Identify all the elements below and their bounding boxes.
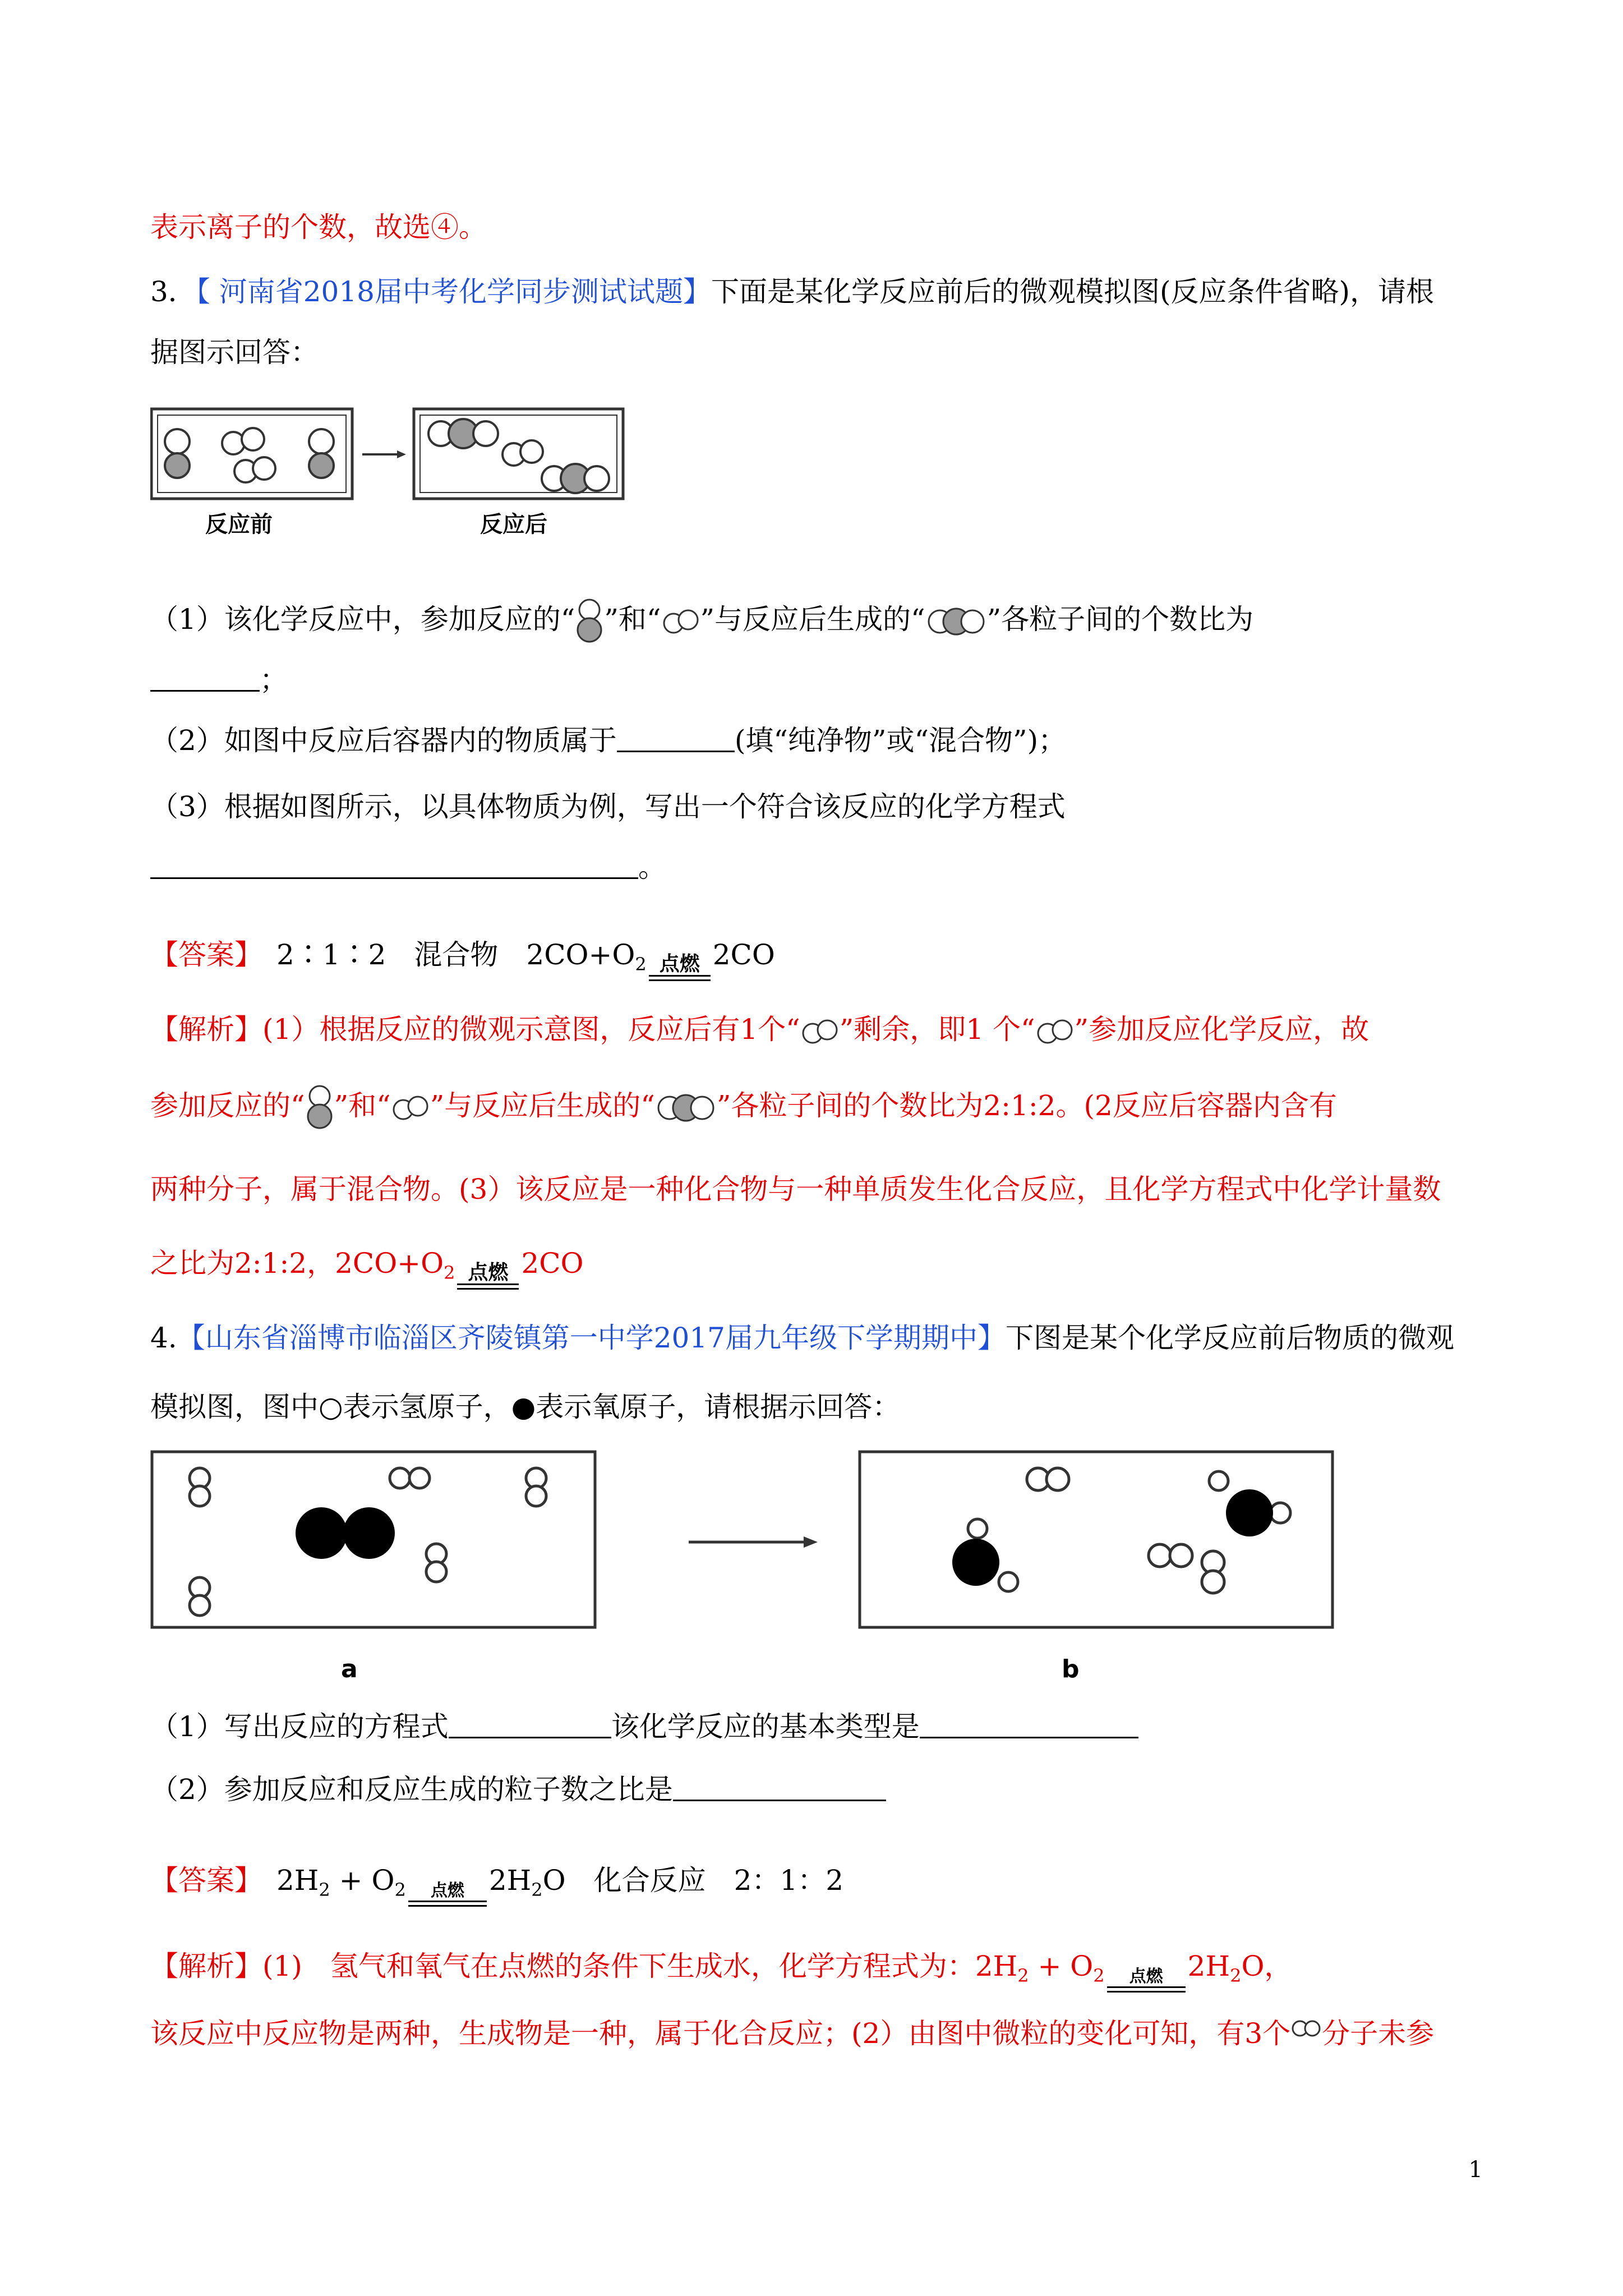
page-number: 1 <box>1468 2157 1483 2183</box>
q4-ana1-text-a: (1) 氢气和氧气在点燃的条件下生成水，化学方程式为：2H <box>262 1950 1018 1982</box>
q3-p2-text-b: (填“纯净物”或“混合物”)； <box>734 724 1067 757</box>
q3-part2 <box>150 724 1066 757</box>
q4-ans-b: + O <box>330 1864 395 1897</box>
answer-blank[interactable] <box>150 852 638 879</box>
q4-ans-d: O 化合反应 2：1：2 <box>542 1864 844 1897</box>
equals-bars <box>408 1901 487 1907</box>
answer-blank[interactable] <box>150 664 260 692</box>
q3-ana2-text-a: 参加反应的“ <box>150 1089 305 1122</box>
q4-analysis-line1 <box>150 1949 1292 1993</box>
white-atom <box>473 421 498 446</box>
q3-ana4-text-a: 之比为2:1:2，2CO+O <box>150 1247 444 1280</box>
analysis-label: 【解析】 <box>150 1013 262 1046</box>
condition-text: 点燃 <box>468 1260 509 1284</box>
q3-p1-text-d: ”各粒子间的个数比为 <box>986 603 1254 636</box>
oxygen-atom <box>343 1507 395 1559</box>
equals-bars <box>1107 1986 1186 1993</box>
q3-answer-text: 2∶1∶2 混合物 2CO+O <box>276 938 635 971</box>
q4-answer <box>150 1864 843 1907</box>
answer-blank[interactable] <box>920 1711 1138 1738</box>
gray-atom <box>309 453 334 478</box>
q3-answer <box>150 938 775 981</box>
q3-ana-text-b: ”剩余，即1 个“ <box>839 1013 1035 1046</box>
q3-analysis-line2 <box>150 1083 1337 1133</box>
q3-part1 <box>150 596 1253 647</box>
q3-p2-text-a: （2）如图中反应后容器内的物质属于 <box>150 724 617 757</box>
q3-analysis-line3: 两种分子，属于混合物。(3）该反应是一种化合物与一种单质发生化合反应，且化学方程式中化学计量数 <box>150 1173 1441 1205</box>
subscript: 2 <box>1017 1965 1029 1986</box>
molecule-co2-icon <box>655 1093 717 1122</box>
equals-bars <box>649 975 711 981</box>
answer-label: 【答案】 <box>150 938 248 971</box>
oxygen-atom <box>296 1507 347 1559</box>
period: 。 <box>638 851 666 884</box>
q3-stem-line2: 据图示回答： <box>150 336 319 369</box>
answer-blank[interactable] <box>673 1774 886 1801</box>
molecule-white-pair-icon <box>800 1018 840 1046</box>
arrow-head <box>804 1536 818 1548</box>
q3-analysis-line1 <box>150 1013 1369 1046</box>
q3-p1-text-c: ”与反应后生成的“ <box>700 603 925 636</box>
white-atom <box>242 428 264 450</box>
label-b: b <box>1062 1655 1080 1683</box>
q3-ana4-product: 2CO <box>521 1247 584 1280</box>
q4-part1 <box>150 1710 1138 1743</box>
condition-text: 点燃 <box>659 952 700 976</box>
q3-ana-text-a: (1）根据反应的微观示意图，反应后有1个“ <box>262 1013 800 1046</box>
box-b <box>860 1452 1332 1627</box>
molecule-white-pair-icon <box>391 1094 430 1122</box>
condition-text: 点燃 <box>430 1881 464 1901</box>
molecule-gray-white-icon <box>575 596 604 647</box>
q4-ana2-text-a: 该反应中反应物是两种，生成物是一种，属于化合反应；(2）由图中微粒的变化可知，有3个 <box>150 2017 1291 2050</box>
reaction-condition <box>457 1261 519 1290</box>
subscript: 2 <box>319 1879 330 1901</box>
molecule-gray-white-icon <box>305 1083 334 1133</box>
q4-stem-line1 <box>150 1321 1454 1355</box>
q3-part3: （3）根据如图所示，以具体物质为例，写出一个符合该反应的化学方程式 <box>150 790 1066 823</box>
answer-label: 【答案】 <box>150 1864 248 1897</box>
q3-part1-blank-line <box>150 663 288 697</box>
q3-answer-product: 2CO <box>712 938 775 971</box>
label-before: 反应前 <box>205 512 273 537</box>
q3-ana2-text-d: ”各粒子间的个数比为2:1:2。(2反应后容器内含有 <box>716 1089 1337 1122</box>
q4-p2-text: （2）参加反应和反应生成的粒子数之比是 <box>150 1773 673 1806</box>
q4-number: 4. <box>150 1322 177 1354</box>
q3-source: 【 河南省2018届中考化学同步测试试题】 <box>196 275 711 308</box>
q4-ana1-text-b: + O <box>1029 1950 1094 1982</box>
q4-ans-a: 2H <box>276 1864 319 1897</box>
white-atom <box>222 432 245 454</box>
q3-text-1: 下面是某化学反应前后的微观模拟图(反应条件省略)，请根 <box>711 275 1434 308</box>
q3-p1-text-e: ； <box>260 664 288 696</box>
figure-q4-reaction <box>150 1450 1339 1697</box>
arrow-head <box>397 450 406 458</box>
continuation-text: 表示离子的个数，故选④。 <box>150 211 487 243</box>
q3-ana2-text-b: ”和“ <box>334 1089 391 1122</box>
q4-ans-c: 2H <box>488 1864 532 1897</box>
molecule-co2-icon <box>925 607 987 636</box>
gray-atom <box>165 453 190 478</box>
condition-text: 点燃 <box>1129 1967 1163 1986</box>
reaction-condition <box>1107 1967 1186 1993</box>
white-atom <box>309 429 334 454</box>
q3-analysis-line4 <box>150 1246 584 1290</box>
reaction-condition <box>408 1881 487 1907</box>
q4-p1-text-b: 该化学反应的基本类型是 <box>611 1710 920 1743</box>
q3-number: 3． <box>150 275 196 308</box>
subscript: 2 <box>635 954 647 975</box>
oxygen-atom <box>1226 1489 1273 1536</box>
q4-stem-line2: 模拟图，图中○表示氢原子，●表示氧原子，请根据示回答： <box>150 1391 901 1423</box>
subscript: 2 <box>444 1262 455 1283</box>
q4-ana2-text-b: 分子未参 <box>1322 2017 1435 2050</box>
q4-ana1-text-d: O， <box>1241 1950 1293 1982</box>
q3-part3-blank-line <box>150 850 666 884</box>
figure-q3-reaction <box>150 407 627 536</box>
analysis-label: 【解析】 <box>150 1950 262 1982</box>
subscript: 2 <box>1230 1965 1242 1986</box>
molecule-white-pair-icon <box>1035 1018 1075 1046</box>
q4-part2 <box>150 1773 886 1806</box>
q4-source: 【山东省淄博市临淄区齐陵镇第一中学2017届九年级下学期期中】 <box>177 1322 1006 1354</box>
white-atom <box>253 457 275 480</box>
q3-p1-text-b: ”和“ <box>604 603 661 636</box>
answer-blank[interactable] <box>617 725 735 752</box>
answer-blank[interactable] <box>449 1711 611 1738</box>
subscript: 2 <box>394 1879 406 1901</box>
white-atom <box>584 466 609 491</box>
q3-p1-text-a: （1）该化学反应中，参加反应的“ <box>150 603 575 636</box>
q3-ana2-text-c: ”与反应后生成的“ <box>430 1089 655 1122</box>
q3-stem-line1 <box>150 275 1434 309</box>
molecule-h2-icon <box>1290 2018 1322 2039</box>
subscript: 2 <box>1093 1965 1105 1986</box>
white-atom <box>520 440 543 463</box>
q4-p1-text-a: （1）写出反应的方程式 <box>150 1710 449 1743</box>
white-atom <box>165 429 190 454</box>
molecule-white-pair-icon <box>661 608 700 636</box>
q3-ana-text-c: ”参加反应化学反应，故 <box>1074 1013 1370 1046</box>
q4-diagram-svg <box>150 1450 1339 1635</box>
subscript: 2 <box>531 1879 543 1901</box>
q4-text-1: 下图是某个化学反应前后物质的微观 <box>1005 1322 1454 1354</box>
label-a: a <box>341 1655 358 1683</box>
label-after: 反应后 <box>480 512 547 537</box>
oxygen-atom <box>952 1539 999 1586</box>
equals-bars <box>457 1283 519 1290</box>
q4-analysis-line2 <box>150 2017 1434 2050</box>
q4-ana1-text-c: 2H <box>1187 1950 1230 1982</box>
reaction-condition <box>649 953 711 981</box>
